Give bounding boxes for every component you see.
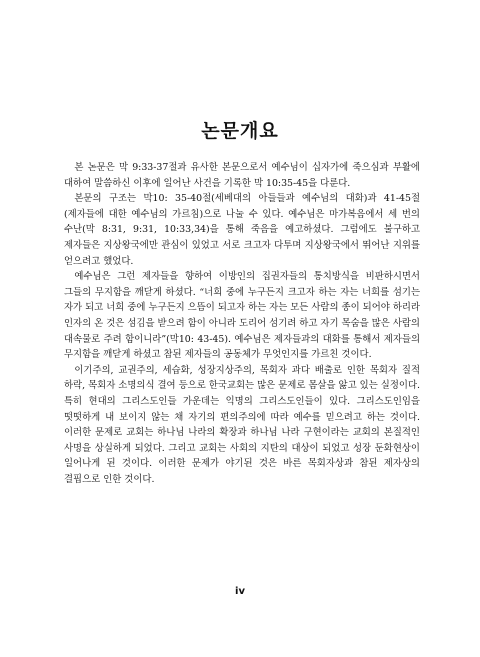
paragraph-2: 본문의 구조는 막10: 35-40절(세베대의 아들들과 예수님의 대화)과 41-45절(제자들에 대한 예수님의 가르침)으로 나눌 수 있다. 예수님은 마가복음에서 세 번의 수난(막 8:31, 9:31, 10:33,34)을 통해 죽음을 예고하셨다. 그럼에도 불구하고 제자들은 지상왕국에만 관심이 있었고 서로 크고자 다투며 지상왕국에서 뛰어난 지위를 얻으려고 했었다. (64, 193, 420, 267)
document-title: 논문개요 (201, 120, 279, 142)
paragraph-1: 본 논문은 막 9:33-37절과 유사한 본문으로서 예수님이 십자가에 죽으심과 부활에 대하여 말씀하신 이후에 일어난 사건을 기록한 막 10:35-45을 다룬다. (64, 162, 420, 189)
abstract-body (64, 160, 420, 487)
paragraph-4: 이기주의, 교권주의, 세습화, 성장지상주의, 목회자 과다 배출로 인한 목회자 질적 하락, 목회자 소명의식 결여 등으로 한국교회는 많은 문제로 몸살을 앓고 있는 실정이다. 특히 현대의 그리스도인들 가운데는 익명의 그리스도인들이 있다. 그리스도인임을 떳떳하게 내 보이지 않는 채 자기의 편의주의에 따라 예수를 믿으려고 하는 것이다. 이러한 문제로 교회는 하나님 나라의 확장과 하나님 나라 구현이라는 교회의 본질적인 사명을 상실하게 되었다. 그리고 교회는 사회의 지탄의 대상이 되었고 성장 둔화현상이 일어나게 된 것이다. 이러한 문제가 야기된 것은 바른 목회자상과 참된 제자상의 결핍으로 인한 것이다. (64, 364, 420, 485)
page-number: iv (235, 586, 245, 597)
paragraph-3: 예수님은 그런 제자들을 향하여 이방인의 집권자들의 통치방식을 비판하시면서 그들의 무지함을 깨닫게 하셨다. “너희 중에 누구든지 크고자 하는 자는 너희를 섬기는 자가 되고 너희 중에 누구든지 으뜸이 되고자 하는 자는 모든 사람의 종이 되어야 하리라 인자의 온 것은 섬김을 받으려 함이 아니라 도리어 섬기려 하고 자기 목숨을 많은 사람의 대속물로 주려 함이니라”(막10: 43-45). 예수님은 제자들과의 대화를 통해서 제자들의 무지함을 깨닫게 하셨고 참된 제자들의 공동체가 무엇인지를 가르친 것이다. (64, 271, 420, 361)
